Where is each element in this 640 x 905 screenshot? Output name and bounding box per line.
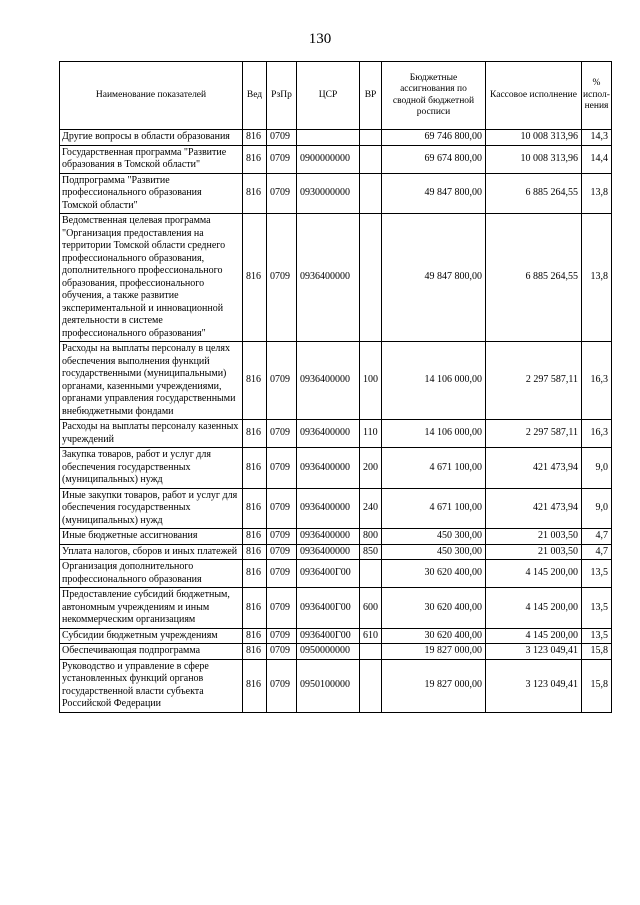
row-pct: 14,4 [582,145,612,173]
row-budget: 30 620 400,00 [382,560,486,588]
header-vr: ВР [360,62,382,130]
row-csr: 0936400Г00 [297,560,360,588]
row-budget: 19 827 000,00 [382,644,486,660]
row-ved: 816 [243,130,267,146]
table-row [60,488,612,529]
row-budget: 49 847 800,00 [382,173,486,214]
row-vr: 850 [360,544,382,560]
row-rzpr: 0709 [267,544,297,560]
row-cash: 6 885 264,55 [486,173,582,214]
row-budget: 4 671 100,00 [382,448,486,489]
row-cash: 2 297 587,11 [486,342,582,420]
row-csr: 0936400000 [297,544,360,560]
row-name: Субсидии бюджетным учреждениям [60,628,243,644]
row-vr: 100 [360,342,382,420]
row-ved: 816 [243,544,267,560]
header-ved: Вед [243,62,267,130]
table-row [60,214,612,342]
row-budget: 4 671 100,00 [382,488,486,529]
row-cash: 21 003,50 [486,544,582,560]
row-name: Расходы на выплаты персоналу казенных учреждений [60,420,243,448]
row-csr [297,130,360,146]
header-name: Наименование показателей [60,62,243,130]
row-ved: 816 [243,529,267,545]
row-rzpr: 0709 [267,448,297,489]
row-pct: 14,3 [582,130,612,146]
row-vr [360,644,382,660]
row-pct: 16,3 [582,342,612,420]
row-vr [360,130,382,146]
row-vr: 200 [360,448,382,489]
row-cash: 3 123 049,41 [486,644,582,660]
table-row [60,130,612,146]
row-name: Обеспечивающая подпрограмма [60,644,243,660]
row-csr: 0936400000 [297,448,360,489]
row-budget: 49 847 800,00 [382,214,486,342]
row-name: Государственная программа "Развитие образования в Томской области" [60,145,243,173]
table-row [60,588,612,629]
row-vr [360,214,382,342]
row-vr [360,145,382,173]
header-cash: Кассовое исполнение [486,62,582,130]
row-pct: 4,7 [582,529,612,545]
row-vr [360,173,382,214]
row-rzpr: 0709 [267,529,297,545]
row-name: Руководство и управление в сфере установленных функций органов государственной власти субъекта Российской Федерации [60,659,243,712]
row-ved: 816 [243,628,267,644]
row-cash: 4 145 200,00 [486,628,582,644]
row-name: Предоставление субсидий бюджетным, автономным учреждениям и иным некоммерческим организациям [60,588,243,629]
row-csr: 0936400000 [297,214,360,342]
row-budget: 14 106 000,00 [382,420,486,448]
row-name: Закупка товаров, работ и услуг для обеспечения государственных (муниципальных) нужд [60,448,243,489]
table-row [60,529,612,545]
row-rzpr: 0709 [267,560,297,588]
row-cash: 10 008 313,96 [486,145,582,173]
table-row [60,420,612,448]
table-row [60,644,612,660]
row-name: Ведомственная целевая программа "Организация предоставления на территории Томской области среднего профессионального образования, дополнительного профессионального образования, профессионального обучения, а также развитие экспериментальной и инновационной деятельности в системе профессионального образования" [60,214,243,342]
row-pct: 13,8 [582,214,612,342]
header-csr: ЦСР [297,62,360,130]
row-ved: 816 [243,659,267,712]
row-csr: 0936400000 [297,488,360,529]
row-budget: 450 300,00 [382,544,486,560]
row-name: Расходы на выплаты персоналу в целях обеспечения выполнения функций государственными (муниципальными) органами, казенными учреждениями, органами управления государственными внебюджетными фондами [60,342,243,420]
row-pct: 4,7 [582,544,612,560]
row-rzpr: 0709 [267,145,297,173]
row-rzpr: 0709 [267,488,297,529]
row-pct: 13,5 [582,588,612,629]
row-ved: 816 [243,173,267,214]
row-budget: 450 300,00 [382,529,486,545]
row-pct: 15,8 [582,644,612,660]
row-ved: 816 [243,560,267,588]
row-cash: 2 297 587,11 [486,420,582,448]
row-rzpr: 0709 [267,628,297,644]
table-row [60,145,612,173]
row-rzpr: 0709 [267,214,297,342]
row-pct: 13,8 [582,173,612,214]
row-vr: 610 [360,628,382,644]
row-name: Организация дополнительного профессионального образования [60,560,243,588]
row-cash: 21 003,50 [486,529,582,545]
row-pct: 16,3 [582,420,612,448]
table-row [60,342,612,420]
row-csr: 0936400Г00 [297,588,360,629]
row-rzpr: 0709 [267,420,297,448]
row-csr: 0900000000 [297,145,360,173]
row-rzpr: 0709 [267,130,297,146]
row-vr: 110 [360,420,382,448]
row-pct: 13,5 [582,560,612,588]
table-row [60,173,612,214]
table-header-row [60,62,612,130]
table-row [60,628,612,644]
row-pct: 9,0 [582,488,612,529]
row-ved: 816 [243,448,267,489]
row-budget: 30 620 400,00 [382,588,486,629]
header-budget: Бюджетные ассигнования по сводной бюджетной росписи [382,62,486,130]
row-csr: 0936400000 [297,420,360,448]
row-pct: 15,8 [582,659,612,712]
header-pct: % испол-нения [582,62,612,130]
row-name: Иные закупки товаров, работ и услуг для обеспечения государственных (муниципальных) нужд [60,488,243,529]
row-vr: 240 [360,488,382,529]
row-budget: 30 620 400,00 [382,628,486,644]
row-ved: 816 [243,588,267,629]
row-rzpr: 0709 [267,342,297,420]
row-rzpr: 0709 [267,659,297,712]
table-row [60,560,612,588]
row-vr [360,560,382,588]
row-ved: 816 [243,145,267,173]
row-name: Другие вопросы в области образования [60,130,243,146]
page-number: 130 [308,31,332,47]
row-ved: 816 [243,214,267,342]
row-csr: 0950000000 [297,644,360,660]
row-rzpr: 0709 [267,644,297,660]
table-row [60,448,612,489]
budget-execution-table [59,61,612,713]
row-ved: 816 [243,342,267,420]
row-pct: 9,0 [582,448,612,489]
row-cash: 4 145 200,00 [486,560,582,588]
header-rzpr: РзПр [267,62,297,130]
row-pct: 13,5 [582,628,612,644]
table-row [60,659,612,712]
row-csr: 0936400Г00 [297,628,360,644]
row-name: Подпрограмма "Развитие профессионального образования Томской области" [60,173,243,214]
row-vr [360,659,382,712]
row-vr: 600 [360,588,382,629]
row-cash: 10 008 313,96 [486,130,582,146]
row-rzpr: 0709 [267,588,297,629]
row-csr: 0936400000 [297,342,360,420]
row-csr: 0950100000 [297,659,360,712]
row-cash: 3 123 049,41 [486,659,582,712]
table-row [60,544,612,560]
row-budget: 14 106 000,00 [382,342,486,420]
row-budget: 69 674 800,00 [382,145,486,173]
row-vr: 800 [360,529,382,545]
row-csr: 0936400000 [297,529,360,545]
row-rzpr: 0709 [267,173,297,214]
row-cash: 421 473,94 [486,488,582,529]
row-csr: 0930000000 [297,173,360,214]
row-ved: 816 [243,644,267,660]
row-cash: 421 473,94 [486,448,582,489]
row-budget: 19 827 000,00 [382,659,486,712]
row-ved: 816 [243,488,267,529]
row-cash: 4 145 200,00 [486,588,582,629]
row-ved: 816 [243,420,267,448]
row-name: Иные бюджетные ассигнования [60,529,243,545]
row-name: Уплата налогов, сборов и иных платежей [60,544,243,560]
row-cash: 6 885 264,55 [486,214,582,342]
row-budget: 69 746 800,00 [382,130,486,146]
